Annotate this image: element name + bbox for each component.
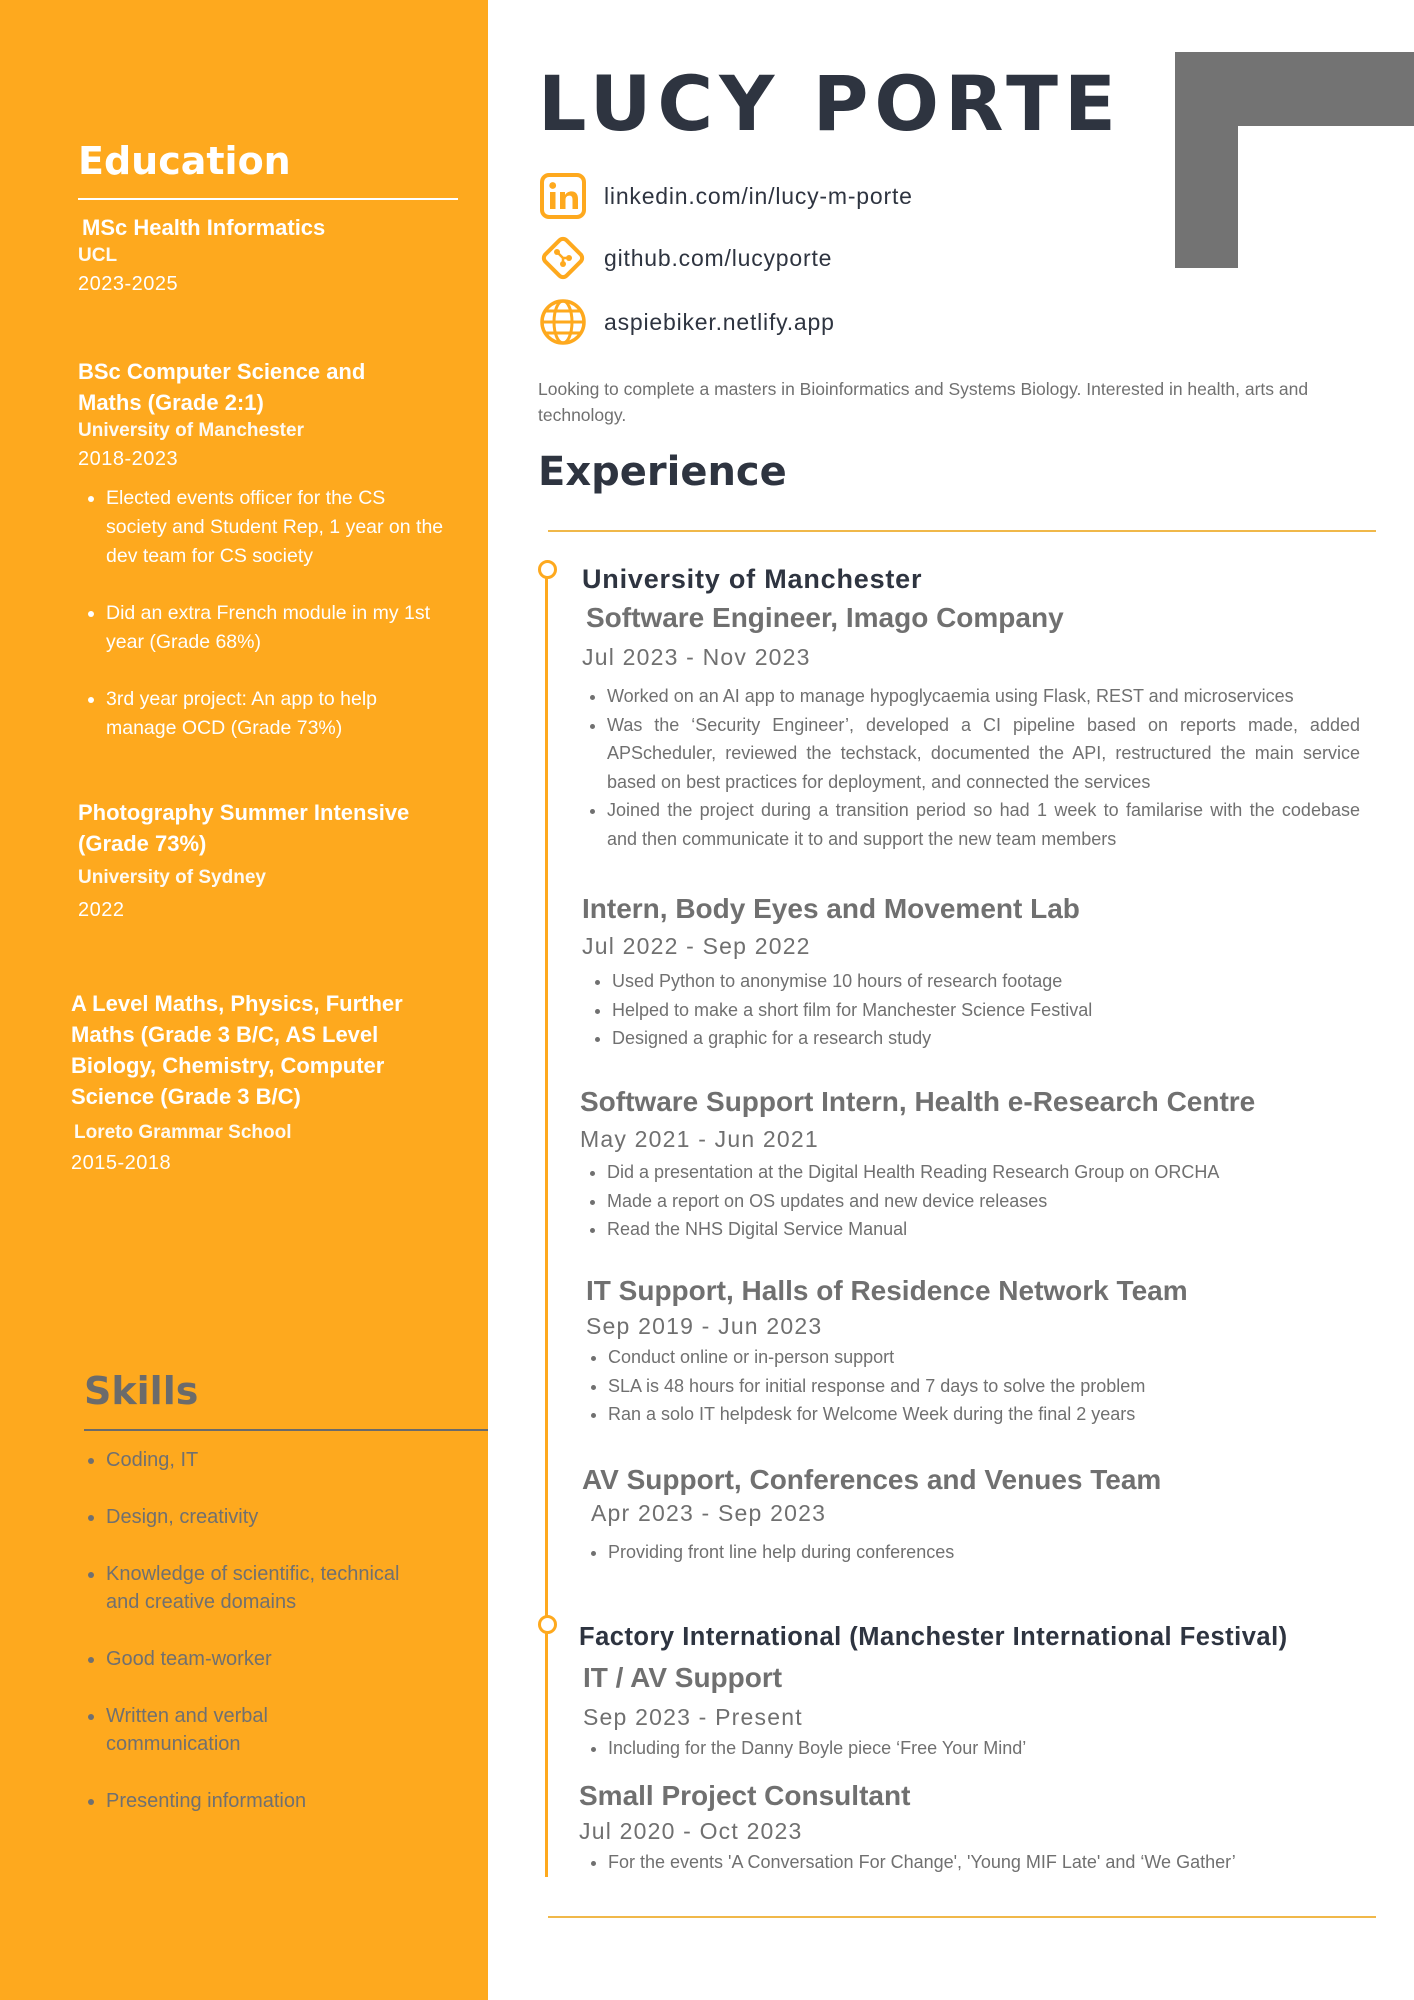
globe-icon [538, 297, 588, 347]
job-bullets [580, 1158, 1380, 1244]
experience-block-av-support [582, 1460, 1372, 1567]
job-role: Software Engineer, Imago Company [586, 602, 1064, 633]
education-item-a-level [71, 988, 426, 1178]
summary: Looking to complete a masters in Bioinformatics and Systems Biology. Interested in health, arts and technology. [538, 379, 1309, 425]
experience-divider [548, 530, 1376, 532]
candidate-name: LUCY PORTE [538, 59, 1122, 148]
list-item: • Ran a solo IT helpdesk for Welcome Week during the final 2 years [608, 1400, 1376, 1429]
institution: University of Manchester [78, 420, 304, 441]
education-divider [78, 198, 458, 200]
github-link[interactable]: github.com/lucyporte [604, 244, 833, 271]
skill-item: • Design, creativity [106, 1503, 486, 1531]
contact-github[interactable] [538, 233, 832, 283]
list-item: • Was the ‘Security Engineer’, developed a CI pipeline based on reports made, added APScheduler, reviewed the techstack, documented the API, restructured the main service based on best practices for deployment, and connected the services [607, 711, 1360, 797]
list-item: • Did a presentation at the Digital Health Reading Research Group on ORCHA [607, 1158, 1380, 1187]
job-role: Software Support Intern, Health e-Research Centre [580, 1086, 1256, 1117]
bottom-divider [548, 1916, 1376, 1918]
education-item-photography [78, 797, 438, 925]
degree: A Level Maths, Physics, Further Maths (Grade 3 B/C, AS Level Biology, Chemistry, Computer Science (Grade 3 B/C) [71, 991, 403, 1109]
list-item: • Did an extra French module in my 1st year (Grade 68%) [106, 599, 446, 657]
list-item: • For the events 'A Conversation For Change', 'Young MIF Late' and ‘We Gather’ [608, 1848, 1379, 1877]
job-date: Jul 2023 - Nov 2023 [582, 644, 811, 670]
degree: MSc Health Informatics [82, 215, 326, 240]
skills-list [78, 1446, 486, 1844]
job-date: Jul 2022 - Sep 2022 [582, 933, 811, 959]
experience-block-support-intern [580, 1082, 1380, 1244]
job-role: Intern, Body Eyes and Movement Lab [582, 893, 1080, 924]
list-item: • Elected events officer for the CS society and Student Rep, 1 year on the dev team for CS society [106, 484, 446, 571]
job-role: IT / AV Support [583, 1662, 783, 1693]
timeline-line [545, 577, 548, 1877]
years: 2022 [78, 899, 125, 921]
linkedin-link[interactable]: linkedin.com/in/lucy-m-porte [604, 182, 913, 209]
list-item: • SLA is 48 hours for initial response and 7 days to solve the problem [608, 1372, 1376, 1401]
skills-heading: Skills [84, 1369, 199, 1413]
job-bullets [579, 1848, 1379, 1877]
skill-item: • Written and verbal communication [106, 1702, 316, 1758]
list-item: • Read the NHS Digital Service Manual [607, 1215, 1380, 1244]
list-item: • 3rd year project: An app to help manage OCD (Grade 73%) [106, 685, 446, 743]
linkedin-icon [538, 171, 588, 221]
timeline-dot [538, 1615, 557, 1634]
education-item-bsc [78, 356, 444, 771]
years: 2015-2018 [71, 1152, 172, 1174]
timeline-dot [538, 560, 557, 579]
list-item: • Worked on an AI app to manage hypoglycaemia using Flask, REST and microservices [607, 682, 1360, 711]
sidebar [0, 0, 488, 2000]
experience-block-consultant [579, 1776, 1379, 1877]
skill-item: • Good team-worker [106, 1645, 486, 1673]
job-date: Sep 2019 - Jun 2023 [586, 1313, 823, 1339]
institution: Loreto Grammar School [74, 1122, 292, 1143]
corner-decoration-side [1175, 52, 1238, 268]
job-date: Jul 2020 - Oct 2023 [579, 1818, 803, 1844]
job-role: Small Project Consultant [579, 1780, 911, 1811]
education-heading: Education [78, 139, 291, 183]
organisation: University of Manchester [582, 564, 923, 594]
list-item: • Conduct online or in-person support [608, 1343, 1376, 1372]
experience-block-intern [582, 889, 1360, 1053]
job-bullets [582, 682, 1360, 853]
experience-block-manchester [582, 562, 1360, 853]
list-item: • Providing front line help during conferences [608, 1538, 1372, 1567]
years: 2018-2023 [78, 448, 179, 470]
website-link[interactable]: aspiebiker.netlify.app [604, 308, 835, 335]
github-icon [538, 233, 588, 283]
job-bullets [579, 1734, 1379, 1763]
contact-website[interactable] [538, 297, 835, 347]
job-role: AV Support, Conferences and Venues Team [582, 1464, 1162, 1495]
list-item: • Helped to make a short film for Manchester Science Festival [612, 996, 1360, 1025]
job-bullets [582, 967, 1360, 1053]
education-bullets [78, 484, 446, 743]
skill-item: • Coding, IT [106, 1446, 486, 1474]
organisation: Factory International (Manchester International Festival) [579, 1623, 1288, 1651]
skill-item: • Knowledge of scientific, technical and creative domains [106, 1560, 426, 1616]
experience-block-factory [579, 1620, 1379, 1763]
list-item: • Joined the project during a transition period so had 1 week to familarise with the codebase and then communicate it to and support the new team members [607, 796, 1360, 853]
job-date: May 2021 - Jun 2021 [580, 1126, 819, 1152]
experience-heading: Experience [538, 449, 787, 495]
skill-item: • Presenting information [106, 1787, 486, 1815]
institution: UCL [78, 245, 118, 266]
years: 2023-2025 [78, 273, 179, 295]
list-item: • Used Python to anonymise 10 hours of research footage [612, 967, 1360, 996]
skills-divider [84, 1429, 488, 1431]
institution: University of Sydney [78, 867, 266, 888]
list-item: • Designed a graphic for a research study [612, 1024, 1360, 1053]
job-role: IT Support, Halls of Residence Network Team [586, 1275, 1188, 1306]
education-item-msc [78, 212, 458, 299]
job-bullets [586, 1343, 1376, 1429]
degree: Photography Summer Intensive (Grade 73%) [78, 800, 410, 856]
list-item: • Including for the Danny Boyle piece ‘Free Your Mind’ [608, 1734, 1379, 1763]
experience-block-it-support [586, 1271, 1376, 1429]
contact-linkedin[interactable] [538, 171, 913, 221]
degree: BSc Computer Science and Maths (Grade 2:1) [78, 359, 366, 415]
job-date: Apr 2023 - Sep 2023 [591, 1500, 827, 1526]
list-item: • Made a report on OS updates and new device releases [607, 1187, 1380, 1216]
job-bullets [582, 1538, 1372, 1567]
job-date: Sep 2023 - Present [583, 1704, 803, 1730]
